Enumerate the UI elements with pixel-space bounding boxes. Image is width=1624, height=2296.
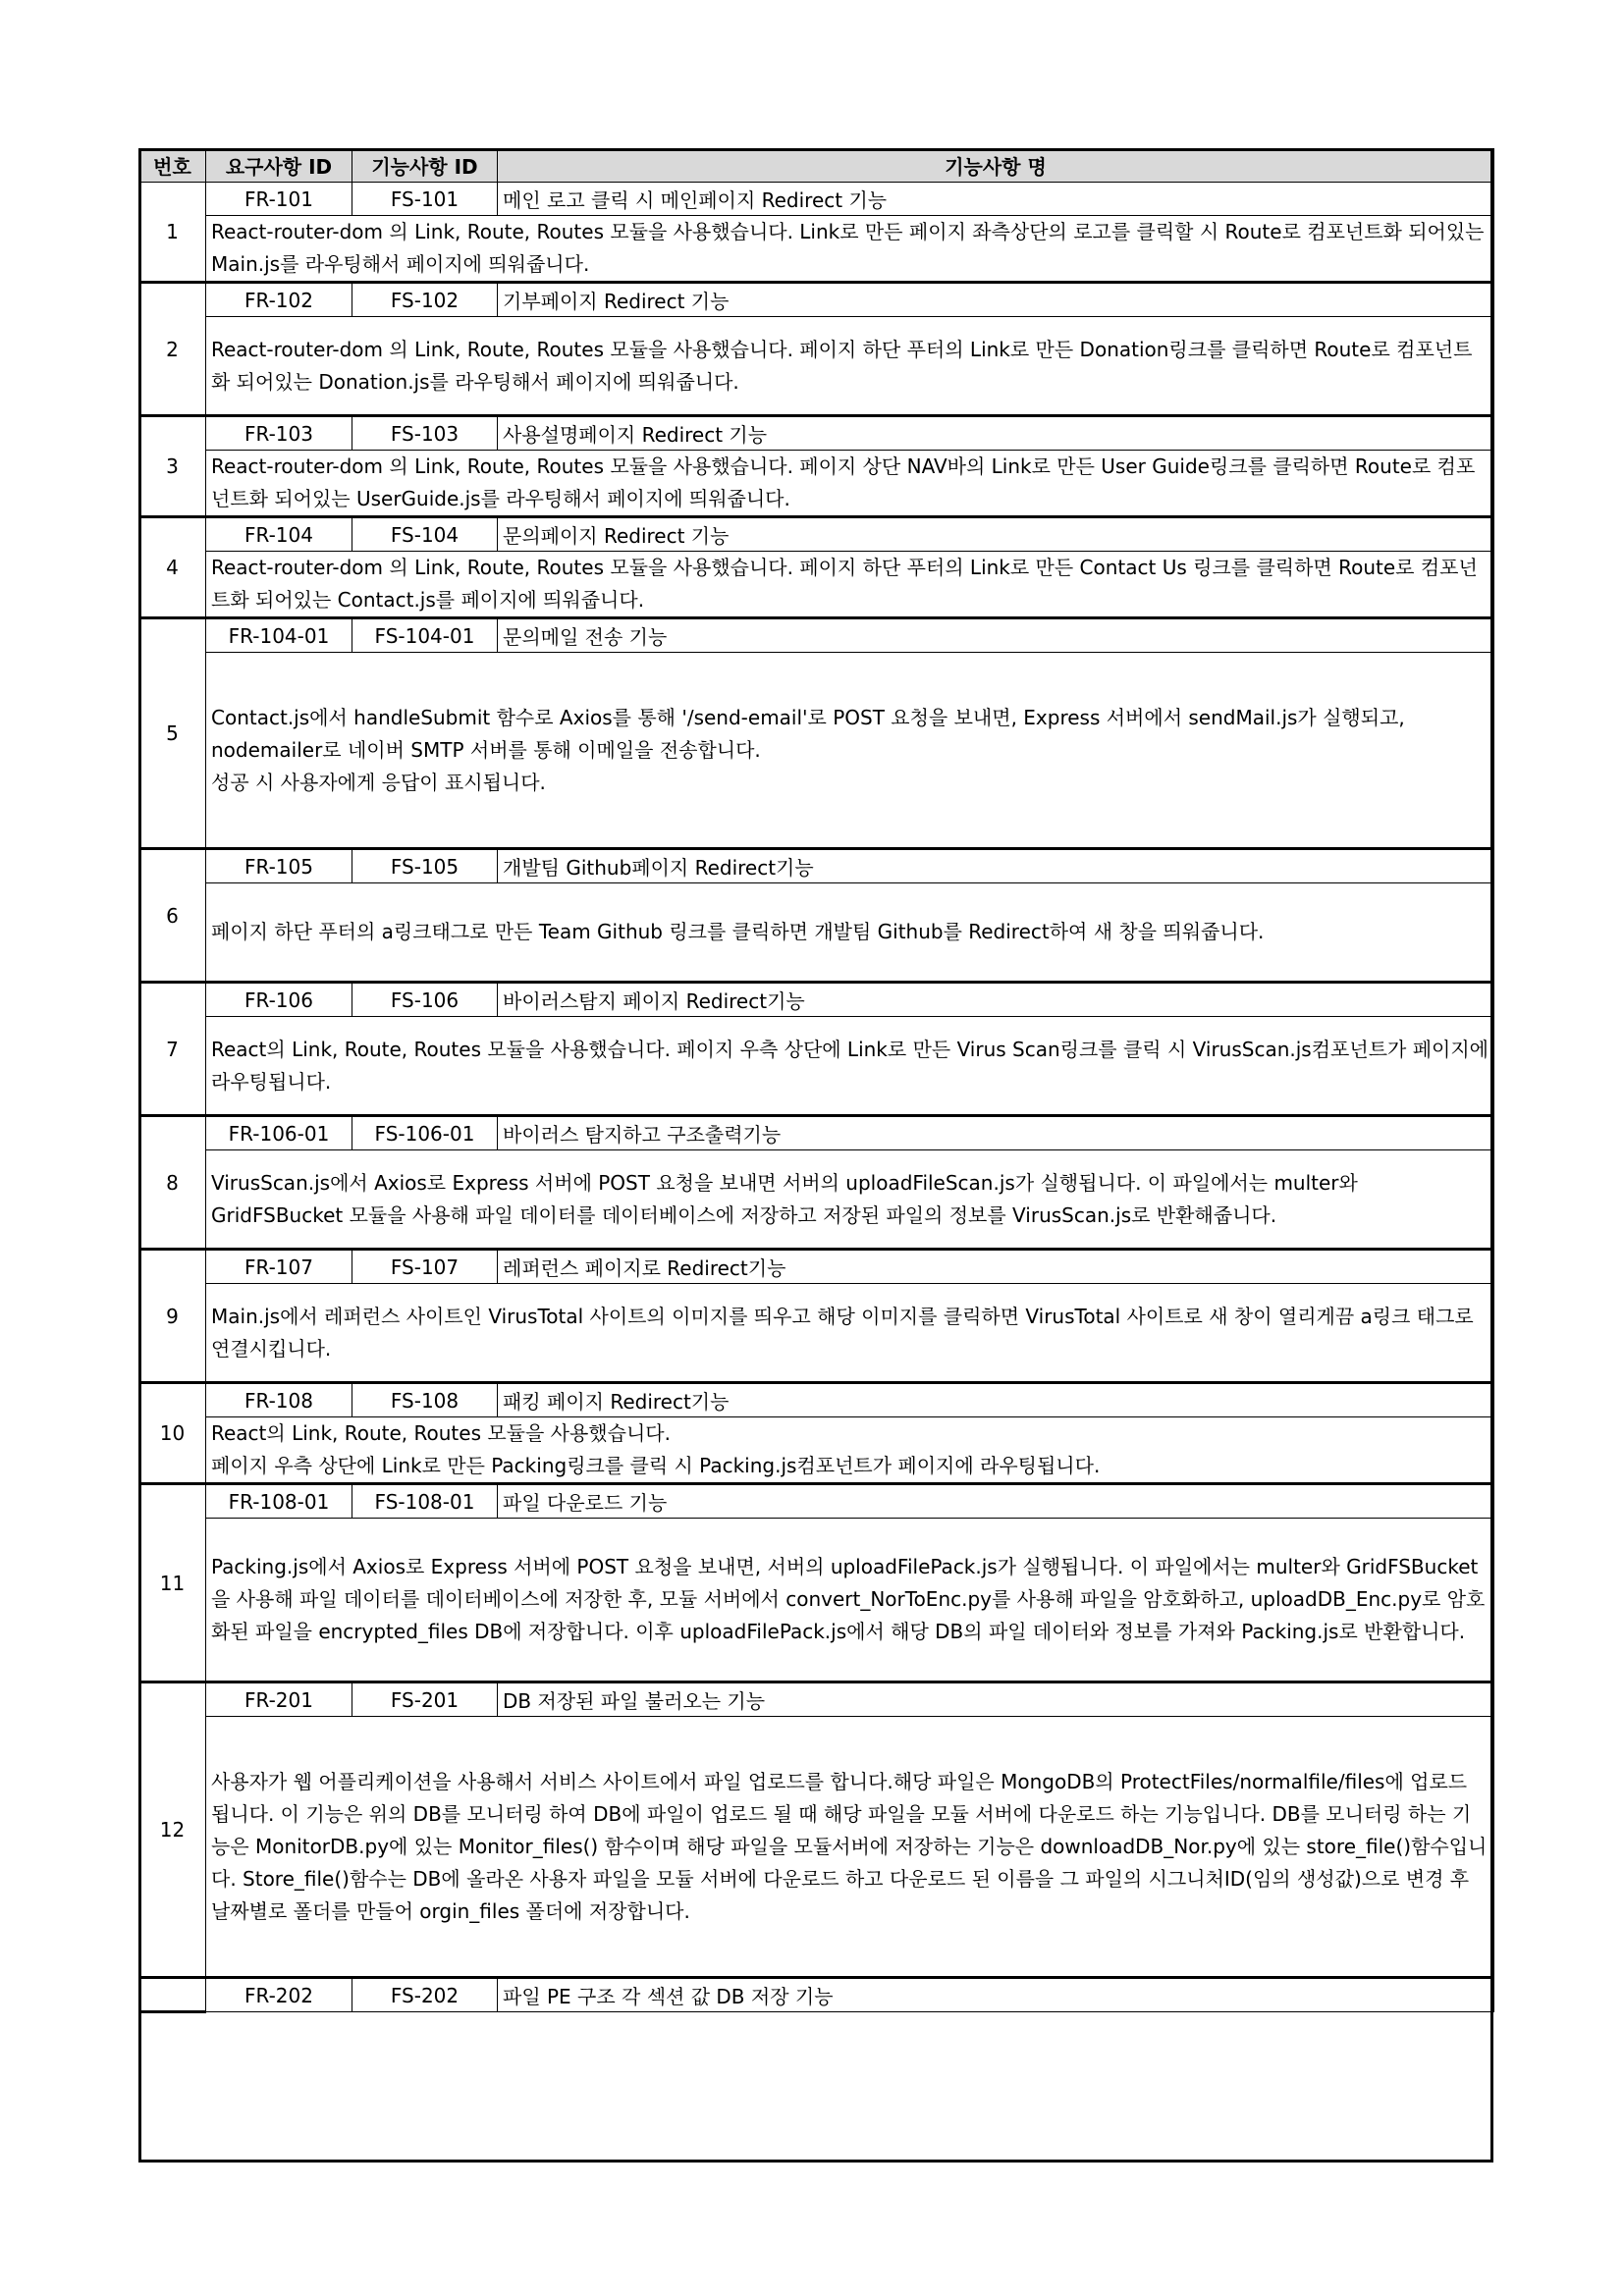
requirement-id: FR-105 (206, 849, 352, 883)
table-row-description (139, 1150, 1494, 1250)
row-number: 9 (139, 1250, 206, 1383)
table-row-description (139, 1519, 1494, 1682)
requirement-id: FR-103 (206, 416, 352, 451)
function-name: 사용설명페이지 Redirect 기능 (498, 416, 1494, 451)
table-row-description (139, 1284, 1494, 1383)
function-id: FS-105 (352, 849, 498, 883)
table-row-description (139, 216, 1494, 283)
function-id: FS-201 (352, 1682, 498, 1717)
function-description: React의 Link, Route, Routes 모듈을 사용했습니다. 페이지 우측 상단에 Link로 만든 Packing링크를 클릭 시 Packing.js컴포넌트가 페이지에 라우팅됩니다. (206, 1417, 1494, 1484)
table-row (139, 849, 1494, 883)
table-row (139, 1250, 1494, 1284)
function-name: 개발팀 Github페이지 Redirect기능 (498, 849, 1494, 883)
function-description: React의 Link, Route, Routes 모듈을 사용했습니다. 페이지 우측 상단에 Link로 만든 Virus Scan링크를 클릭 시 VirusScan.js컴포넌트가 페이지에 라우팅됩니다. (206, 1017, 1494, 1116)
table-row-description (139, 1717, 1494, 1978)
row-number: 12 (139, 1682, 206, 1978)
function-id: FS-107 (352, 1250, 498, 1284)
function-id: FS-106 (352, 983, 498, 1017)
function-id: FS-104 (352, 517, 498, 552)
requirements-table (138, 148, 1494, 2013)
function-name: 문의메일 전송 기능 (498, 618, 1494, 653)
row-number: 4 (139, 517, 206, 618)
table-row (139, 1116, 1494, 1150)
row-number: 3 (139, 416, 206, 517)
table-row (139, 416, 1494, 451)
function-name: 파일 다운로드 기능 (498, 1484, 1494, 1519)
requirement-id: FR-108-01 (206, 1484, 352, 1519)
row-number: 10 (139, 1383, 206, 1484)
row-number: 7 (139, 983, 206, 1116)
row-number: 1 (139, 183, 206, 283)
function-description: React-router-dom 의 Link, Route, Routes 모듈을 사용했습니다. 페이지 하단 푸터의 Link로 만든 Contact Us 링크를 클릭하면 Route로 컴포넌트화 되어있는 Contact.js를 페이지에 띄워줍니다. (206, 552, 1494, 618)
function-name: 기부페이지 Redirect 기능 (498, 283, 1494, 317)
table-row (139, 1484, 1494, 1519)
function-description: React-router-dom 의 Link, Route, Routes 모듈을 사용했습니다. 페이지 하단 푸터의 Link로 만든 Donation링크를 클릭하면 Route로 컴포넌트화 되어있는 Donation.js를 라우팅해서 페이지에 띄워줍니다. (206, 317, 1494, 416)
header-row (139, 149, 1494, 183)
function-description: VirusScan.js에서 Axios로 Express 서버에 POST 요청을 보내면 서버의 uploadFileScan.js가 실행됩니다. 이 파일에서는 multer와 GridFSBucket 모듈을 사용해 파일 데이터를 데이터베이스에 저장하고 저장된 파일의 정보를 VirusScan.js로 반환해줍니다. (206, 1150, 1494, 1250)
row-number: 5 (139, 618, 206, 849)
function-name: 메인 로고 클릭 시 메인페이지 Redirect 기능 (498, 183, 1494, 216)
table-row-description (139, 1417, 1494, 1484)
requirement-id: FR-201 (206, 1682, 352, 1717)
function-id: FS-108 (352, 1383, 498, 1417)
table-row-description (139, 1017, 1494, 1116)
row-number: 11 (139, 1484, 206, 1682)
table-row (139, 517, 1494, 552)
requirement-id: FR-102 (206, 283, 352, 317)
function-id: FS-102 (352, 283, 498, 317)
row-number (139, 1978, 206, 2012)
function-name: 레퍼런스 페이지로 Redirect기능 (498, 1250, 1494, 1284)
table-row-description (139, 883, 1494, 983)
row-number: 6 (139, 849, 206, 983)
requirement-id: FR-106 (206, 983, 352, 1017)
function-id: FS-101 (352, 183, 498, 216)
function-description: Contact.js에서 handleSubmit 함수로 Axios를 통해 '/send-email'로 POST 요청을 보내면, Express 서버에서 sendMail.js가 실행되고, nodemailer로 네이버 SMTP 서버를 통해 이메일을 전송합니다. 성공 시 사용자에게 응답이 표시됩니다. (206, 653, 1494, 849)
requirement-id: FR-108 (206, 1383, 352, 1417)
requirement-id: FR-104 (206, 517, 352, 552)
header-req-id: 요구사항 ID (206, 149, 352, 183)
requirement-id: FR-202 (206, 1978, 352, 2012)
function-description: 사용자가 웹 어플리케이션을 사용해서 서비스 사이트에서 파일 업로드를 합니다.해당 파일은 MongoDB의 ProtectFiles/normalfile/files에 업로드 됩니다. 이 기능은 위의 DB를 모니터링 하여 DB에 파일이 업로드 될 때 해당 파일을 모듈 서버에 다운로드 하는 기능입니다. DB를 모니터링 하는 기능은 MonitorDB.py에 있는 Monitor_files() 함수이며 해당 파일을 모듈서버에 저장하는 기능은 downloadDB_Nor.py에 있는 store_file()함수입니다. Store_file()함수는 DB에 올라온 사용자 파일을 모듈 서버에 다운로드 하고 다운로드 된 이름을 그 파일의 시그니처ID(임의 생성값)으로 변경 후 날짜별로 폴더를 만들어 orgin_files 폴더에 저장합니다. (206, 1717, 1494, 1978)
requirement-id: FR-106-01 (206, 1116, 352, 1150)
table-row-description (139, 451, 1494, 517)
requirement-id: FR-104-01 (206, 618, 352, 653)
table-row-description (139, 317, 1494, 416)
requirement-id: FR-107 (206, 1250, 352, 1284)
table-row (139, 983, 1494, 1017)
table-row-description (139, 552, 1494, 618)
function-name: DB 저장된 파일 불러오는 기능 (498, 1682, 1494, 1717)
function-description: Main.js에서 레퍼런스 사이트인 VirusTotal 사이트의 이미지를 띄우고 해당 이미지를 클릭하면 VirusTotal 사이트로 새 창이 열리게끔 a링크 태그로 연결시킵니다. (206, 1284, 1494, 1383)
function-id: FS-106-01 (352, 1116, 498, 1150)
function-name: 문의페이지 Redirect 기능 (498, 517, 1494, 552)
function-name: 패킹 페이지 Redirect기능 (498, 1383, 1494, 1417)
function-description: React-router-dom 의 Link, Route, Routes 모듈을 사용했습니다. Link로 만든 페이지 좌측상단의 로고를 클릭할 시 Route로 컴포넌트화 되어있는 Main.js를 라우팅해서 페이지에 띄워줍니다. (206, 216, 1494, 283)
table-row (139, 1978, 1494, 2012)
table-row (139, 1383, 1494, 1417)
function-id: FS-202 (352, 1978, 498, 2012)
table-row (139, 618, 1494, 653)
header-func-name: 기능사항 명 (498, 149, 1494, 183)
function-description: React-router-dom 의 Link, Route, Routes 모듈을 사용했습니다. 페이지 상단 NAV바의 Link로 만든 User Guide링크를 클릭하면 Route로 컴포넌트화 되어있는 UserGuide.js를 라우팅해서 페이지에 띄워줍니다. (206, 451, 1494, 517)
table-row (139, 283, 1494, 317)
function-name: 바이러스탐지 페이지 Redirect기능 (498, 983, 1494, 1017)
table-row (139, 183, 1494, 216)
row-number: 8 (139, 1116, 206, 1250)
function-id: FS-108-01 (352, 1484, 498, 1519)
function-id: FS-103 (352, 416, 498, 451)
header-func-id: 기능사항 ID (352, 149, 498, 183)
table-row (139, 1682, 1494, 1717)
function-description: Packing.js에서 Axios로 Express 서버에 POST 요청을 보내면, 서버의 uploadFilePack.js가 실행됩니다. 이 파일에서는 multer와 GridFSBucket을 사용해 파일 데이터를 데이터베이스에 저장한 후, 모듈 서버에서 convert_NorToEnc.py를 사용해 파일을 암호화하고, uploadDB_Enc.py로 암호화된 파일을 encrypted_files DB에 저장합니다. 이후 uploadFilePack.js에서 해당 DB의 파일 데이터와 정보를 가져와 Packing.js로 반환합니다. (206, 1519, 1494, 1682)
row-number: 2 (139, 283, 206, 416)
requirement-id: FR-101 (206, 183, 352, 216)
header-num: 번호 (139, 149, 206, 183)
table-row-description (139, 653, 1494, 849)
function-id: FS-104-01 (352, 618, 498, 653)
function-name: 파일 PE 구조 각 섹션 값 DB 저장 기능 (498, 1978, 1494, 2012)
function-description: 페이지 하단 푸터의 a링크태그로 만든 Team Github 링크를 클릭하면 개발팀 Github를 Redirect하여 새 창을 띄워줍니다. (206, 883, 1494, 983)
function-name: 바이러스 탐지하고 구조출력기능 (498, 1116, 1494, 1150)
